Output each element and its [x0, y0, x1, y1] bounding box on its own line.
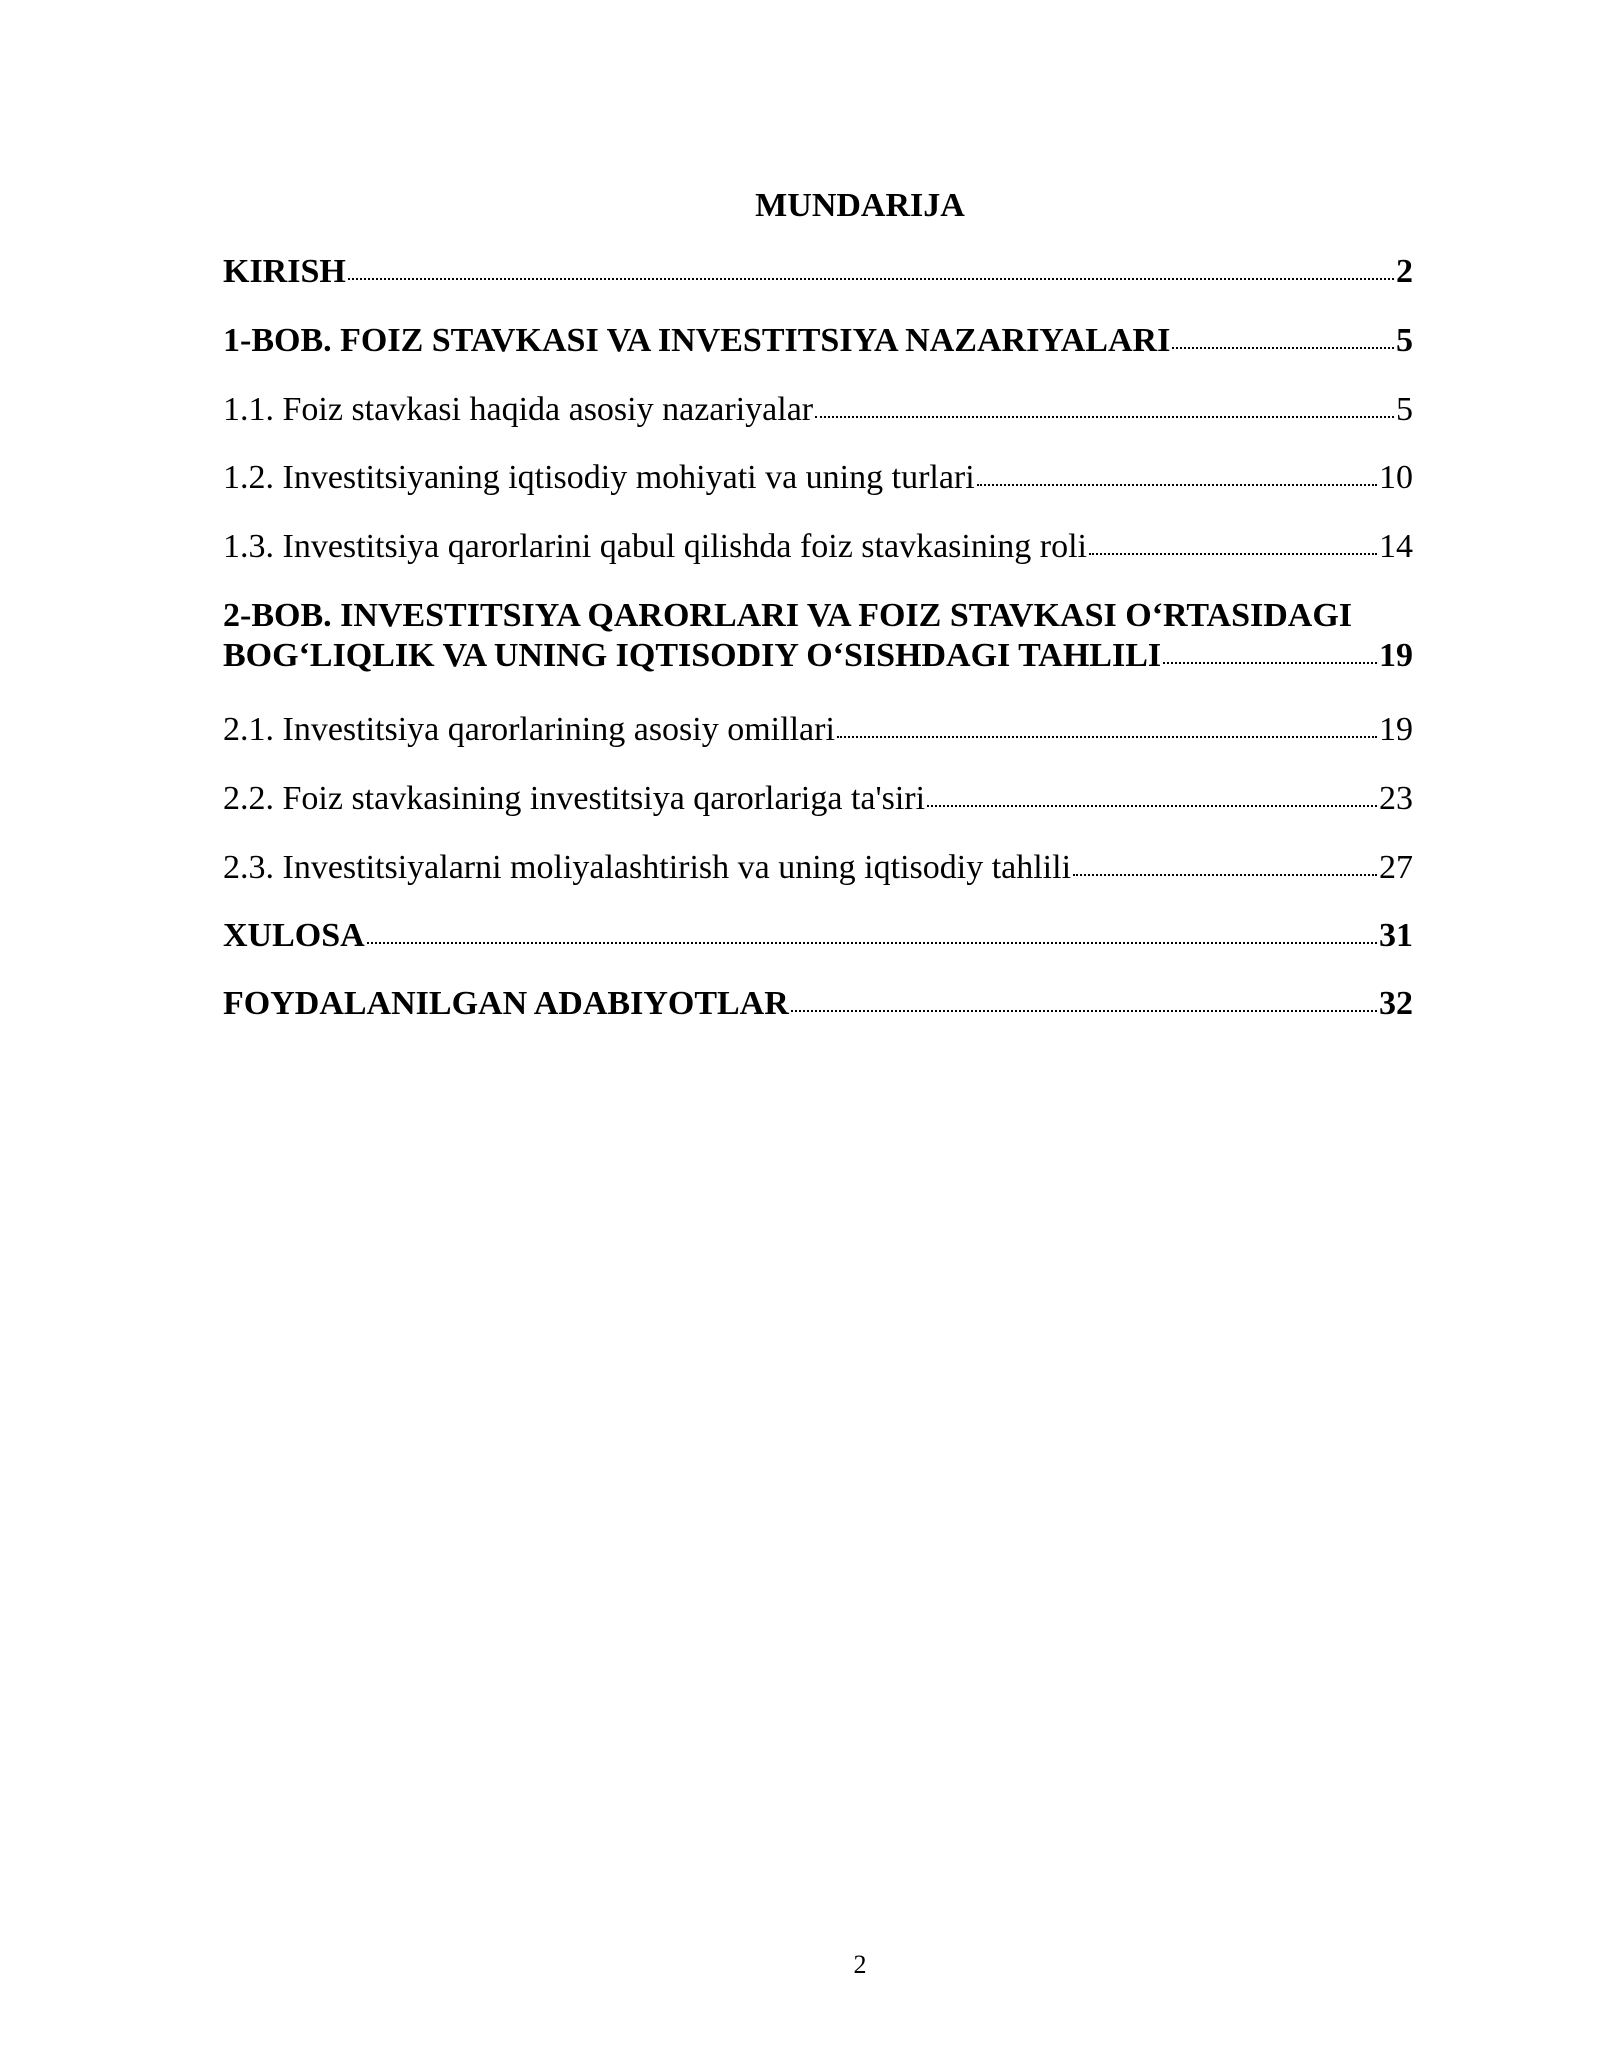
toc-entry-title: XULOSA: [223, 917, 365, 954]
toc-entry-page: 23: [1379, 780, 1413, 817]
dot-leader: [367, 942, 1377, 944]
toc-entry-xulosa[interactable]: [223, 916, 1413, 956]
dot-leader: [1089, 553, 1377, 555]
toc-entry-page: 19: [1379, 711, 1413, 748]
dot-leader: [977, 484, 1377, 486]
dot-leader: [927, 805, 1377, 807]
toc-entry-kirish[interactable]: [223, 252, 1413, 292]
toc-entry-page: 5: [1396, 322, 1413, 359]
toc-entry-title: 2.2. Foiz stavkasining investitsiya qarorlariga ta'siri: [223, 780, 926, 817]
toc-entry-page: 31: [1379, 917, 1413, 954]
toc-entry-section-2-1[interactable]: [223, 710, 1413, 750]
page-title: MUNDARIJA: [755, 187, 965, 224]
toc-entry-references[interactable]: [223, 984, 1413, 1024]
dot-leader: [1172, 347, 1394, 349]
toc-entry-page: 27: [1379, 849, 1413, 886]
toc-entry-section-2-2[interactable]: [223, 779, 1413, 819]
toc-entry-section-2-3[interactable]: [223, 848, 1413, 888]
toc-entry-title: 2.1. Investitsiya qarorlarining asosiy omillari: [223, 711, 835, 748]
toc-entry-section-1-1[interactable]: [223, 390, 1413, 430]
toc-entry-title: 2.3. Investitsiyalarni moliyalashtirish va uning iqtisodiy tahlili: [223, 849, 1072, 886]
toc-entry-title: 1-BOB. FOIZ STAVKASI VA INVESTITSIYA NAZARIYALARI: [223, 322, 1171, 359]
toc-entry-title: 1.1. Foiz stavkasi haqida asosiy nazariyalar: [223, 391, 814, 428]
dot-leader: [791, 1010, 1377, 1012]
dot-leader: [1163, 662, 1377, 664]
page-number: 2: [853, 1950, 867, 1979]
toc-entry-section-1-2[interactable]: [223, 458, 1413, 498]
toc-entry-page: 2: [1396, 253, 1413, 290]
toc-entry-title-line-1: 2-BOB. INVESTITSIYA QARORLARI VA FOIZ STAVKASI O‘RTASIDAGI: [223, 597, 1353, 634]
toc-entry-page: 14: [1379, 528, 1413, 565]
toc-entry-section-1-3[interactable]: [223, 527, 1413, 567]
toc-entry-title: 1.3. Investitsiya qarorlarini qabul qilishda foiz stavkasining roli: [223, 528, 1087, 565]
toc-entry-title: 1.2. Investitsiyaning iqtisodiy mohiyati va uning turlari: [223, 459, 975, 496]
dot-leader: [815, 416, 1394, 418]
toc-entry-page: 5: [1396, 391, 1413, 428]
dot-leader: [348, 278, 1394, 280]
toc-entry-page: 10: [1379, 459, 1413, 496]
toc-entry-page: 19: [1379, 637, 1413, 674]
toc-entry-title-line-2: BOG‘LIQLIK VA UNING IQTISODIY O‘SISHDAGI TAHLILI: [223, 637, 1162, 674]
toc-entry-title: FOYDALANILGAN ADABIYOTLAR: [223, 985, 789, 1022]
toc-entry-chapter-2[interactable]: [223, 596, 1413, 676]
toc-entry-title: KIRISH: [223, 253, 346, 290]
toc-entry-page: 32: [1379, 985, 1413, 1022]
dot-leader: [1073, 874, 1377, 876]
dot-leader: [837, 736, 1377, 738]
toc-entry-chapter-1[interactable]: [223, 321, 1413, 361]
